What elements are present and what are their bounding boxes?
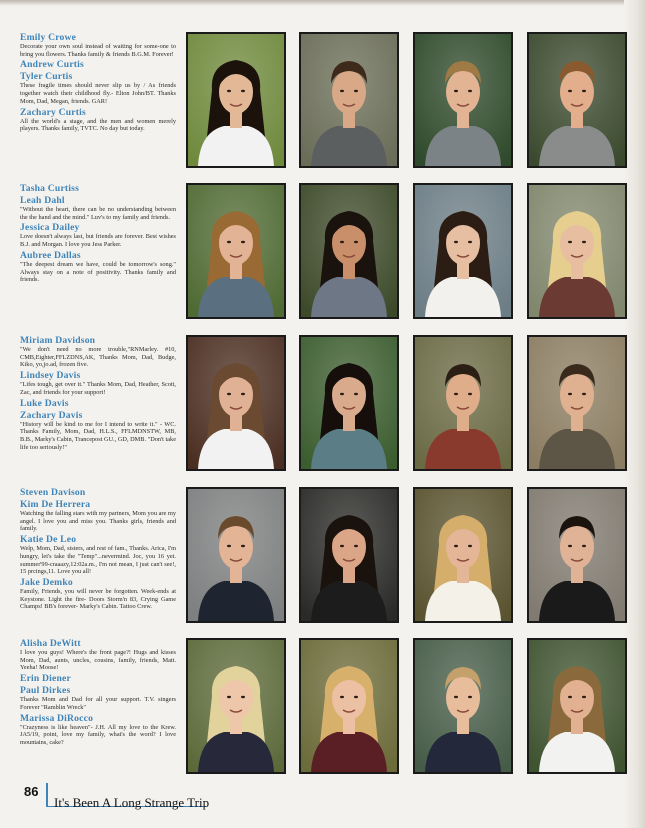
student-caption (20, 183, 176, 194)
student-portrait (527, 638, 627, 774)
student-portrait (186, 32, 286, 168)
student-quote: I love you guys! Where's the front page?! Hugs and kisses Mom, Dad, aunts, uncles, cousins, family, friends, Matt. Yeeha! Moose! (20, 649, 176, 672)
student-name: Jake Demko (20, 576, 73, 588)
student-name: Jessica Dailey (20, 222, 80, 234)
student-portrait (413, 183, 513, 319)
student-caption (20, 685, 176, 711)
student-caption (20, 487, 176, 498)
student-caption (20, 222, 176, 248)
student-caption (20, 499, 176, 533)
student-name: Paul Dirkes (20, 685, 71, 697)
student-quote: "Crazyness is like heaven"- J.H. All my love to the Krew. JA5/19, point, love my family, what's the word? I love mountains, cake? (20, 723, 176, 746)
student-caption (20, 398, 176, 409)
student-portrait (527, 183, 627, 319)
student-portrait (413, 638, 513, 774)
student-name: Lindsey Davis (20, 370, 81, 382)
student-portrait (299, 183, 399, 319)
student-portrait (299, 638, 399, 774)
student-caption (20, 534, 176, 576)
student-caption (20, 32, 176, 58)
student-quote: "We don't need no more trouble,"RNMarley. #10, CMB,Eighter,FFLZDNS,AK, Thanks Mom, Dad, Budge, Kiko, yo,jo.ad, frozen five. (20, 346, 176, 369)
student-portrait (186, 487, 286, 623)
student-caption (20, 59, 176, 70)
page-edge (624, 0, 646, 828)
page-number: 86 (24, 784, 39, 799)
footer-accent-bar (46, 783, 48, 807)
student-name: Kim De Herrera (20, 499, 91, 510)
student-quote: All the world's a stage, and the men and women merely players. Thanks family, TVTC. No day but today. (20, 117, 176, 133)
caption-block (20, 183, 176, 285)
student-caption (20, 713, 176, 747)
footer-title: It's Been A Long Strange Trip (54, 795, 210, 810)
student-quote: These fragile times should never slip us by / As friends together watch their childhood fly.- Elton John/BT. Thanks Mom, Dad, Megan, friends. GAR! (20, 82, 176, 105)
student-portrait (299, 32, 399, 168)
student-caption (20, 673, 176, 684)
student-name: Tyler Curtis (20, 71, 73, 83)
student-quote: "Without the heart, there can be no understanding between the the hand and the mind." Luv's to my family and friends. (20, 206, 176, 221)
student-portrait (299, 487, 399, 623)
caption-block (20, 335, 176, 452)
caption-block (20, 638, 176, 748)
student-name: Luke Davis (20, 397, 69, 409)
student-quote: Welp, Mom, Dad, sisters, and rest of fam., Thanks. Arica, I'm hungry, let's take the "Temp"...nevermind. Joc, you 16 yet. summer'99-craaazy,12:02a.m., I'm not mean, I just can't see!, 15 prcings,11. Love you all! (20, 545, 176, 576)
student-name: Emily Crowe (20, 32, 77, 43)
student-portrait (186, 183, 286, 319)
student-caption (20, 638, 176, 672)
caption-block (20, 487, 176, 612)
student-name: Erin Diener (20, 673, 71, 685)
student-caption (20, 107, 176, 133)
student-portrait (527, 32, 627, 168)
student-name: Aubree Dallas (20, 249, 81, 261)
student-quote: Love doesn't always last, but friends are forever. Best wishes B.J. and Morgan. I love you Jess Parker. (20, 233, 176, 249)
student-name: Leah Dahl (20, 195, 65, 206)
student-quote: Thanks Mom and Dad for all your support. T.V. singers Forever "Ramblin Wreck" (20, 696, 176, 711)
student-portrait (413, 487, 513, 623)
student-portrait (527, 487, 627, 623)
student-portrait (186, 638, 286, 774)
student-caption (20, 335, 176, 369)
student-caption (20, 410, 176, 452)
caption-block (20, 32, 176, 134)
student-quote: "History will be kind to me for I intend to write it." - WC. Thanks Family, Mom, Dad, H.L.S., FFLMDNSTW, MB, B.B., Marky's Cabin, Trancepost GU., GD, DMB. "Don't take life too seriously!" (20, 420, 176, 451)
student-name: Marissa DiRocco (20, 712, 94, 724)
page-top-shadow (0, 0, 646, 6)
student-caption (20, 71, 176, 105)
student-caption (20, 195, 176, 221)
student-name: Andrew Curtis (20, 59, 84, 71)
student-portrait (186, 335, 286, 471)
student-quote: Watching the falling stars with my partners, Mom you are my angel. I love you and miss you. Thanks girls, friends and family. (20, 510, 176, 533)
student-quote: Family, Friends, you will never be forgotten. Week-ends at Keystone. Light the fire- Doors Storm'n 83, Crying Game Champs! BB's forever- Marky's Cabin. Tattoo Crew. (20, 587, 176, 611)
student-caption (20, 370, 176, 396)
student-portrait (413, 335, 513, 471)
student-name: Alisha DeWitt (20, 638, 81, 649)
student-caption (20, 250, 176, 284)
student-portrait (299, 335, 399, 471)
student-name: Katie De Leo (20, 534, 77, 546)
student-quote: Decorate your own soul instead of waiting for some-one to bring you flowers. Thanks family & friends B.G.M. Forever! (20, 43, 176, 58)
student-portrait (527, 335, 627, 471)
student-name: Zachary Davis (20, 409, 83, 421)
student-quote: "The deepest dream we have, could be tomorrow's song." Always stay on a note of positivity. Thanks family and friends. (20, 260, 176, 284)
student-name: Tasha Curtiss (20, 183, 80, 194)
student-portrait (413, 32, 513, 168)
student-quote: "Lifes tough, get over it." Thanks Mom, Dad, Heather, Scott, Zac, and friends for your support! (20, 381, 176, 396)
student-name: Zachary Curtis (20, 106, 86, 118)
student-caption (20, 577, 176, 611)
student-name: Steven Davison (20, 487, 86, 498)
student-name: Miriam Davidson (20, 335, 96, 346)
